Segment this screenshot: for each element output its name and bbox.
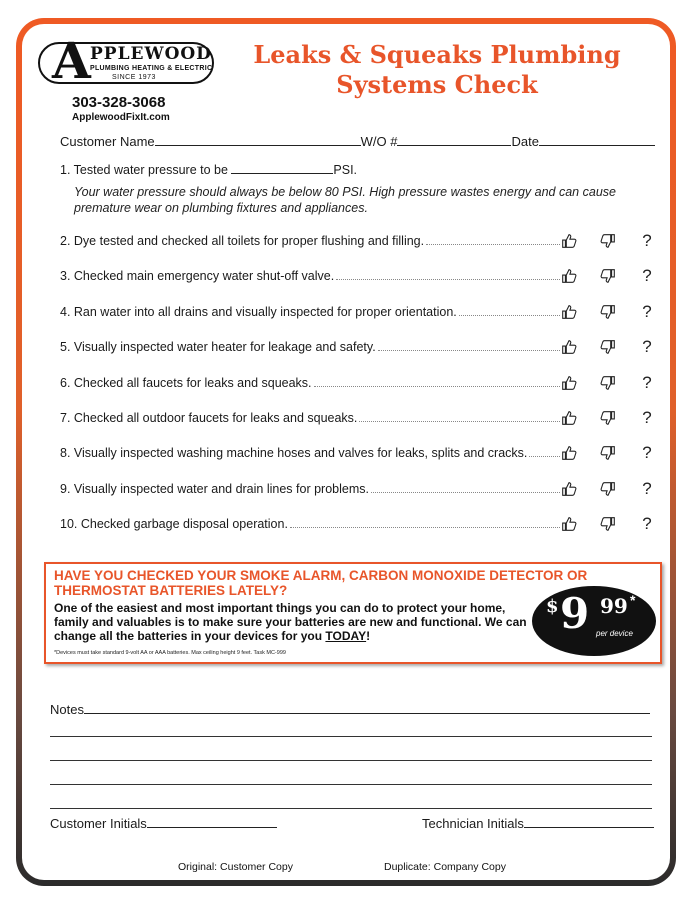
pressure-unit: PSI. [333,163,358,177]
question-mark[interactable]: ? [642,443,652,462]
checklist-item-text: 5. Visually inspected water heater for leakage and safety. [60,340,376,354]
price-badge [532,586,656,656]
price-dollar: $ [546,596,559,617]
dotted-leader [290,527,560,528]
date-label: Date [511,134,539,149]
checklist-item-text: 8. Visually inspected washing machine hoses and valves for leaks, splits and cracks. [60,446,528,460]
footer-duplicate: Duplicate: Company Copy [384,861,506,873]
dotted-leader [529,456,560,457]
question-mark[interactable]: ? [642,373,652,392]
pressure-label: 1. Tested water pressure to be [60,163,228,177]
question-mark[interactable]: ? [642,231,652,250]
date-field[interactable] [539,134,655,146]
checklist-item-text: 7. Checked all outdoor faucets for leaks and squeaks. [60,411,358,425]
price-per-device: per device [596,629,633,638]
wo-label: W/O # [360,134,398,149]
dotted-leader [314,386,560,387]
dotted-leader [459,315,560,316]
wo-field[interactable] [397,134,511,146]
checklist-marks [560,514,656,534]
question-mark[interactable]: ? [642,408,652,427]
logo-since: SINCE 1973 [112,74,156,81]
checklist-marks [560,479,656,499]
thumbs-up-icon[interactable] [560,267,578,285]
promo-headline: HAVE YOU CHECKED YOUR SMOKE ALARM, CARBON MONOXIDE DETECTOR OR THERMOSTAT BATTERIES LATELY? [54,568,588,598]
customer-initials-label: Customer Initials [50,816,147,831]
customer-name-field[interactable] [155,134,361,146]
customer-name-label: Customer Name [60,134,155,149]
logo-initial: A [52,31,91,90]
question-mark[interactable]: ? [642,514,652,533]
question-mark[interactable]: ? [642,337,652,356]
promo-body-text: One of the easiest and most important things you can do to protect your home, family and valuables is to make sure your batteries are new and functional. We can change all the batteries in your devices for you [54,601,527,643]
company-phone: 303-328-3068 [72,94,166,111]
checklist-marks [560,408,656,428]
logo-subtitle: PLUMBING HEATING & ELECTRIC [90,65,213,72]
thumbs-down-icon[interactable] [599,374,617,392]
customer-initials-row [50,816,277,831]
checklist-marks [560,266,656,286]
checklist-item-text: 3. Checked main emergency water shut-off valve. [60,269,335,283]
customer-initials-field[interactable] [147,816,277,828]
checklist-marks [560,443,656,463]
pressure-note: Your water pressure should always be below 80 PSI. High pressure wastes energy and can cause premature wear on plumbing fixtures and appliances. [74,185,616,215]
checklist-marks [560,231,656,251]
checklist-item-text: 4. Ran water into all drains and visually inspected for proper orientation. [60,305,457,319]
thumbs-down-icon[interactable] [599,515,617,533]
thumbs-up-icon[interactable] [560,515,578,533]
checklist-item [60,340,560,354]
notes-line[interactable] [50,760,652,761]
dotted-leader [426,244,560,245]
title-line-2: Systems Check [336,70,538,99]
pressure-row [60,162,357,177]
checklist-item [60,234,560,248]
dotted-leader [378,350,560,351]
checklist-item-text: 9. Visually inspected water and drain lines for problems. [60,482,369,496]
page-frame [16,18,676,886]
checklist-item [60,517,560,531]
notes-line[interactable] [50,736,652,737]
checklist-marks [560,373,656,393]
promo-body [54,601,534,643]
thumbs-up-icon[interactable] [560,232,578,250]
logo-name: PPLEWOOD [90,44,212,64]
checklist-item [60,482,560,496]
technician-initials-row [422,816,654,831]
notes-field[interactable] [84,702,650,714]
checklist-item [60,411,560,425]
pressure-field[interactable] [231,162,333,174]
form-sheet [22,24,670,880]
promo-fine-print: *Devices must take standard 9-volt AA or AAA batteries. Max ceiling height 9 feet. Task MC-999 [54,650,286,656]
battery-promo [44,562,662,664]
thumbs-down-icon[interactable] [599,232,617,250]
header-fields-row [60,134,655,149]
notes-line[interactable] [50,808,652,809]
dotted-leader [336,279,560,280]
price-cents: 99 [600,594,628,618]
checklist-item-text: 10. Checked garbage disposal operation. [60,517,288,531]
technician-initials-label: Technician Initials [422,816,524,831]
checklist-item [60,376,560,390]
applewood-logo [38,31,218,124]
thumbs-up-icon[interactable] [560,338,578,356]
question-mark[interactable]: ? [642,302,652,321]
question-mark[interactable]: ? [642,266,652,285]
thumbs-up-icon[interactable] [560,480,578,498]
page-title [232,40,642,100]
company-website: ApplewoodFixIt.com [72,112,170,123]
checklist-item-text: 6. Checked all faucets for leaks and squeaks. [60,376,312,390]
thumbs-up-icon[interactable] [560,374,578,392]
thumbs-down-icon[interactable] [599,480,617,498]
checklist-marks [560,302,656,322]
promo-today: TODAY [325,629,367,643]
checklist-item-text: 2. Dye tested and checked all toilets for proper flushing and filling. [60,234,425,248]
question-mark[interactable]: ? [642,479,652,498]
price-main: 9 [560,589,590,638]
thumbs-down-icon[interactable] [599,303,617,321]
thumbs-down-icon[interactable] [599,267,617,285]
checklist-marks [560,337,656,357]
promo-body-end: ! [366,629,371,643]
notes-row [50,702,650,717]
checklist-item [60,305,560,319]
notes-label: Notes [50,702,84,717]
title-line-1: Leaks & Squeaks Plumbing [253,40,621,69]
thumbs-down-icon[interactable] [599,409,617,427]
thumbs-up-icon[interactable] [560,303,578,321]
thumbs-up-icon[interactable] [560,444,578,462]
price-star: * [630,592,636,608]
checklist-item [60,446,560,460]
dotted-leader [359,421,560,422]
dotted-leader [371,492,560,493]
thumbs-down-icon[interactable] [599,444,617,462]
thumbs-up-icon[interactable] [560,409,578,427]
thumbs-down-icon[interactable] [599,338,617,356]
notes-line[interactable] [50,784,652,785]
checklist-item [60,269,560,283]
technician-initials-field[interactable] [524,816,654,828]
footer-original: Original: Customer Copy [178,861,293,873]
